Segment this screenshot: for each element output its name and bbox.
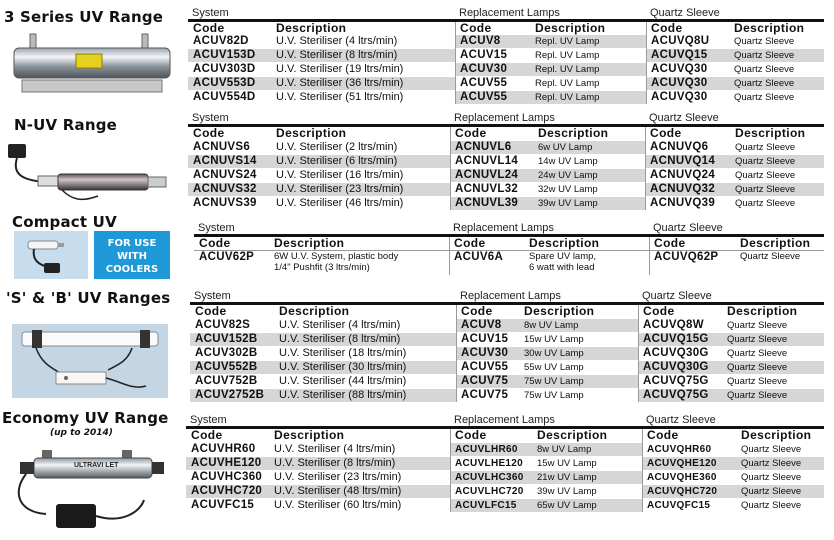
col-header-code: Code xyxy=(199,236,231,250)
system-code: ACUV303D xyxy=(193,63,256,75)
lamp-description: Repl. UV Lamp xyxy=(530,63,646,76)
lamp-code: ACUV55 xyxy=(455,91,530,104)
col-header-code: Code xyxy=(455,126,487,140)
col-header-code: Code xyxy=(643,304,675,318)
sleeve-code: ACUVQ30 xyxy=(651,91,708,103)
lamp-description: 21w UV Lamp xyxy=(532,471,642,484)
sleeve-description: Quartz Sleeve xyxy=(722,333,824,346)
lamp-code: ACUVLHC720 xyxy=(455,486,524,497)
group-label-system: System xyxy=(198,222,235,234)
sleeve-code: ACUVQ75G xyxy=(638,389,722,402)
group-label-lamps: Replacement Lamps xyxy=(454,414,555,426)
sleeve-description: Quartz Sleeve xyxy=(741,500,802,511)
badge-line-2: WITH xyxy=(117,251,147,262)
lamp-code: ACUV8 xyxy=(455,35,530,48)
column-divider xyxy=(645,127,646,210)
table-row xyxy=(188,155,824,168)
lamp-code: ACUV55 xyxy=(461,361,509,373)
system-description: U.V. Steriliser (19 ltrs/min) xyxy=(276,63,404,75)
col-header-code: Code xyxy=(195,304,227,318)
sleeve-code: ACUVQHC720 xyxy=(642,485,736,498)
system-description: U.V. Steriliser (4 ltrs/min) xyxy=(276,35,398,47)
group-label-system: System xyxy=(190,414,227,426)
badge-line-3: COOLERS xyxy=(105,264,159,275)
col-header-code: Code xyxy=(455,428,487,442)
system-description: U.V. Steriliser (18 ltrs/min) xyxy=(279,347,407,359)
col-header-description: Description xyxy=(276,126,347,140)
col-header-code: Code xyxy=(193,21,225,35)
sleeve-description: Quartz Sleeve xyxy=(741,444,802,455)
system-description: U.V. Steriliser (4 ltrs/min) xyxy=(274,443,396,455)
system-description: U.V. Steriliser (60 ltrs/min) xyxy=(274,499,402,511)
sleeve-code: ACUVQFC15 xyxy=(647,500,711,511)
sleeve-code: ACNUVQ24 xyxy=(650,169,716,181)
sleeve-code: ACNUVQ6 xyxy=(650,141,709,153)
lamp-description: 8w UV Lamp xyxy=(519,319,638,332)
table-row xyxy=(188,141,824,154)
lamp-description: 32w UV Lamp xyxy=(538,184,598,195)
compact-uv-image xyxy=(14,231,88,284)
lamp-code: ACUV75 xyxy=(456,375,519,388)
sleeve-description: Quartz Sleeve xyxy=(729,49,824,62)
group-label-lamps: Replacement Lamps xyxy=(459,7,560,19)
lamp-description: 39w UV Lamp xyxy=(537,486,597,497)
system-code: ACUV82D xyxy=(193,35,249,47)
for-use-with-coolers-badge xyxy=(94,231,170,279)
sleeve-code: ACUVQ8U xyxy=(651,35,710,47)
col-header-description: Description xyxy=(740,236,811,250)
lamp-code: ACUV30 xyxy=(456,347,519,360)
system-description: U.V. Steriliser (46 ltrs/min) xyxy=(276,197,404,209)
column-divider xyxy=(638,305,639,402)
col-header-description: Description xyxy=(279,304,350,318)
sleeve-code: ACUVQ30G xyxy=(643,347,709,359)
lamp-code: ACNUVL6 xyxy=(450,141,533,154)
sleeve-description: Quartz Sleeve xyxy=(734,92,795,103)
group-label-system: System xyxy=(192,7,229,19)
sleeve-description: Quartz Sleeve xyxy=(727,376,788,387)
system-description: U.V. Steriliser (6 ltrs/min) xyxy=(271,155,450,168)
sleeve-code: ACUVQ30 xyxy=(646,77,729,90)
sleeve-description: Quartz Sleeve xyxy=(722,361,824,374)
lamp-code: ACUV8 xyxy=(456,319,519,332)
system-description: U.V. Steriliser (16 ltrs/min) xyxy=(276,169,404,181)
system-code: ACUV302B xyxy=(195,347,258,359)
system-code: ACUV2752B xyxy=(190,389,274,402)
lamp-description: 65w UV Lamp xyxy=(532,499,642,512)
system-code: ACUV554D xyxy=(193,91,256,103)
lamp-description: Repl. UV Lamp xyxy=(535,50,600,61)
table-s-b xyxy=(190,290,824,400)
system-description: U.V. Steriliser (2 ltrs/min) xyxy=(276,141,398,153)
lamp-description: 55w UV Lamp xyxy=(524,362,584,373)
lamp-description: 14w UV Lamp xyxy=(538,156,598,167)
table-row xyxy=(190,319,824,332)
col-header-description: Description xyxy=(535,21,606,35)
range-title-s-b: 'S' & 'B' UV Ranges xyxy=(6,289,171,307)
table-row xyxy=(188,183,824,196)
sleeve-description: Quartz Sleeve xyxy=(722,389,824,402)
system-code: ACUVHC720 xyxy=(186,485,269,498)
system-code: ACNUVS39 xyxy=(193,197,257,209)
col-header-code: Code xyxy=(454,236,486,250)
sleeve-code: ACUVQ30G xyxy=(638,361,722,374)
system-description: U.V. Steriliser (8 ltrs/min) xyxy=(274,333,456,346)
sleeve-description: Quartz Sleeve xyxy=(736,485,824,498)
table-row xyxy=(188,49,824,62)
system-code: ACUV153D xyxy=(188,49,271,62)
system-code: ACUV62P xyxy=(199,251,255,263)
sleeve-description: Quartz Sleeve xyxy=(735,142,796,153)
left-column xyxy=(0,0,182,540)
lamp-code: ACUV75 xyxy=(461,389,509,401)
col-header-code: Code xyxy=(193,126,225,140)
col-header-description: Description xyxy=(276,21,347,35)
column-divider xyxy=(450,429,451,512)
group-label-system: System xyxy=(194,290,231,302)
sleeve-code: ACNUVQ32 xyxy=(645,183,730,196)
lamp-description: 75w UV Lamp xyxy=(519,375,638,388)
col-header-description: Description xyxy=(741,428,812,442)
sleeve-code: ACUVQ8W xyxy=(643,319,704,331)
table-row xyxy=(188,91,824,104)
n-uv-steriliser-image xyxy=(2,140,172,211)
lamp-description: 24w UV Lamp xyxy=(533,169,645,182)
column-divider xyxy=(449,237,450,275)
sleeve-code: ACUVQ30 xyxy=(651,63,708,75)
col-header-code: Code xyxy=(654,236,686,250)
table-row xyxy=(188,35,824,48)
system-description: U.V. Steriliser (23 ltrs/min) xyxy=(271,183,450,196)
sleeve-code: ACUVQ75G xyxy=(643,375,709,387)
column-divider xyxy=(456,305,457,402)
table-row xyxy=(190,361,824,374)
table-row xyxy=(190,333,824,346)
table-row xyxy=(186,499,824,512)
lamp-description: 30w UV Lamp xyxy=(519,347,638,360)
system-code: ACUVFC15 xyxy=(191,499,255,511)
lamp-description: Repl. UV Lamp xyxy=(530,91,646,104)
system-code: ACNUVS32 xyxy=(188,183,271,196)
col-header-code: Code xyxy=(647,428,679,442)
col-header-description: Description xyxy=(727,304,798,318)
system-code: ACNUVS6 xyxy=(193,141,251,153)
system-description: U.V. Steriliser (23 ltrs/min) xyxy=(274,471,402,483)
group-label-sleeve: Quartz Sleeve xyxy=(650,7,720,19)
lamp-description: 6w UV Lamp xyxy=(533,141,645,154)
sleeve-description: Quartz Sleeve xyxy=(727,348,788,359)
system-code: ACNUVS24 xyxy=(193,169,257,181)
group-label-sleeve: Quartz Sleeve xyxy=(653,222,723,234)
system-description: 6W U.V. System, plastic body xyxy=(274,251,399,262)
col-header-description: Description xyxy=(537,428,608,442)
sleeve-code: ACUVQHE360 xyxy=(647,472,717,483)
range-title-n-uv: N-UV Range xyxy=(14,116,118,134)
sleeve-description: Quartz Sleeve xyxy=(736,457,824,470)
col-header-code: Code xyxy=(650,126,682,140)
table-row xyxy=(188,197,824,210)
device-label: ULTRAVI LET xyxy=(74,462,119,469)
sleeve-code: ACUVQHR60 xyxy=(647,444,712,455)
lamp-description: Spare UV lamp, xyxy=(529,251,597,262)
col-header-description: Description xyxy=(538,126,609,140)
lamp-code: ACUV30 xyxy=(455,63,530,76)
sleeve-code: ACUVQ15G xyxy=(638,333,722,346)
group-label-sleeve: Quartz Sleeve xyxy=(649,112,719,124)
sleeve-code: ACUVQHE120 xyxy=(642,457,736,470)
column-divider xyxy=(455,22,456,104)
system-code: ACUV82S xyxy=(195,319,251,331)
lamp-description: 8w UV Lamp xyxy=(532,443,642,456)
system-description: U.V. Steriliser (36 ltrs/min) xyxy=(271,77,455,90)
system-description: U.V. Steriliser (8 ltrs/min) xyxy=(271,49,455,62)
lamp-description: 39w UV Lamp xyxy=(533,197,645,210)
system-description: U.V. Steriliser (88 ltrs/min) xyxy=(274,389,456,402)
table-row xyxy=(188,169,824,182)
lamp-code: ACUV6A xyxy=(454,251,504,263)
sleeve-code: ACUVQ62P xyxy=(654,251,719,263)
lamp-description: 6 watt with lead xyxy=(529,262,595,273)
col-header-description: Description xyxy=(735,126,806,140)
table-row xyxy=(190,389,824,402)
group-label-system: System xyxy=(192,112,229,124)
sleeve-description: Quartz Sleeve xyxy=(740,251,801,262)
table-row xyxy=(186,443,824,456)
lamp-code: ACUVLHR60 xyxy=(450,443,532,456)
col-header-code: Code xyxy=(460,21,492,35)
sleeve-description: Quartz Sleeve xyxy=(734,36,795,47)
system-code: ACNUVS14 xyxy=(188,155,271,168)
system-code: ACUV152B xyxy=(190,333,274,346)
table-row xyxy=(186,457,824,470)
col-header-code: Code xyxy=(651,21,683,35)
system-description: U.V. Steriliser (30 ltrs/min) xyxy=(274,361,456,374)
system-code: ACUV552B xyxy=(190,361,274,374)
sleeve-description: Quartz Sleeve xyxy=(741,472,802,483)
group-label-lamps: Replacement Lamps xyxy=(460,290,561,302)
col-header-code: Code xyxy=(191,428,223,442)
table-row xyxy=(194,262,824,274)
group-label-sleeve: Quartz Sleeve xyxy=(642,290,712,302)
column-divider xyxy=(646,22,647,104)
s-b-steriliser-image xyxy=(12,324,168,403)
col-header-description: Description xyxy=(274,236,345,250)
range-title-compact-uv: Compact UV xyxy=(12,213,117,231)
lamp-description: 75w UV Lamp xyxy=(524,390,584,401)
col-header-description: Description xyxy=(274,428,345,442)
column-divider xyxy=(642,429,643,512)
lamp-code: ACNUVL24 xyxy=(450,169,533,182)
lamp-description: Repl. UV Lamp xyxy=(535,78,600,89)
economy-steriliser-image xyxy=(12,442,172,539)
lamp-code: ACUVLFC15 xyxy=(450,499,532,512)
table-row xyxy=(186,485,824,498)
table-row xyxy=(190,375,824,388)
lamp-code: ACUVLHC360 xyxy=(450,471,532,484)
column-divider xyxy=(450,127,451,210)
table-row xyxy=(186,471,824,484)
system-code: ACUVHR60 xyxy=(191,443,256,455)
system-description: 1/4" Pushfit (3 ltrs/min) xyxy=(274,262,370,273)
system-description: U.V. Steriliser (44 ltrs/min) xyxy=(279,375,407,387)
lamp-code: ACUV15 xyxy=(460,49,508,61)
system-description: U.V. Steriliser (4 ltrs/min) xyxy=(279,319,401,331)
lamp-description: 15w UV Lamp xyxy=(524,334,584,345)
system-description: U.V. Steriliser (8 ltrs/min) xyxy=(269,457,450,470)
sleeve-description: Quartz Sleeve xyxy=(729,77,824,90)
column-divider xyxy=(649,237,650,275)
system-description: U.V. Steriliser (48 ltrs/min) xyxy=(269,485,450,498)
lamp-description: Repl. UV Lamp xyxy=(530,35,646,48)
sleeve-code: ACNUVQ14 xyxy=(645,155,730,168)
range-title-economy: Economy UV Range xyxy=(2,409,169,427)
sleeve-description: Quartz Sleeve xyxy=(735,170,796,181)
lamp-code: ACNUVL14 xyxy=(455,155,519,167)
economy-subtitle: (up to 2014) xyxy=(50,428,113,438)
range-title-3-series: 3 Series UV Range xyxy=(4,8,164,26)
sleeve-description: Quartz Sleeve xyxy=(730,155,824,168)
system-description: U.V. Steriliser (51 ltrs/min) xyxy=(276,91,404,103)
lamp-description: 15w UV Lamp xyxy=(537,458,597,469)
group-label-lamps: Replacement Lamps xyxy=(453,222,554,234)
sleeve-code: ACNUVQ39 xyxy=(650,197,716,209)
system-code: ACUVHC360 xyxy=(191,471,263,483)
badge-line-1: FOR USE xyxy=(107,238,157,249)
sleeve-description: Quartz Sleeve xyxy=(735,198,796,209)
system-code: ACUV553D xyxy=(188,77,271,90)
col-header-description: Description xyxy=(529,236,600,250)
system-code: ACUVHE120 xyxy=(186,457,269,470)
table-row xyxy=(190,347,824,360)
group-label-sleeve: Quartz Sleeve xyxy=(646,414,716,426)
sleeve-description: Quartz Sleeve xyxy=(734,64,795,75)
group-label-lamps: Replacement Lamps xyxy=(454,112,555,124)
sleeve-description: Quartz Sleeve xyxy=(727,320,788,331)
col-header-description: Description xyxy=(524,304,595,318)
col-header-description: Description xyxy=(734,21,805,35)
lamp-code: ACUVLHE120 xyxy=(455,458,524,469)
table-3-series xyxy=(188,7,824,104)
system-code: ACUV752B xyxy=(195,375,258,387)
col-header-code: Code xyxy=(461,304,493,318)
table-row xyxy=(188,77,824,90)
table-economy xyxy=(186,414,824,514)
uv-steriliser-3-series-image xyxy=(12,30,172,105)
table-compact-uv xyxy=(194,222,824,282)
table-n-uv xyxy=(188,112,824,209)
lamp-code: ACUV15 xyxy=(461,333,509,345)
sleeve-description: Quartz Sleeve xyxy=(730,183,824,196)
table-row xyxy=(188,63,824,76)
lamp-code: ACNUVL32 xyxy=(455,183,519,195)
sleeve-code: ACUVQ15 xyxy=(646,49,729,62)
lamp-code: ACUV55 xyxy=(460,77,508,89)
lamp-code: ACNUVL39 xyxy=(450,197,533,210)
